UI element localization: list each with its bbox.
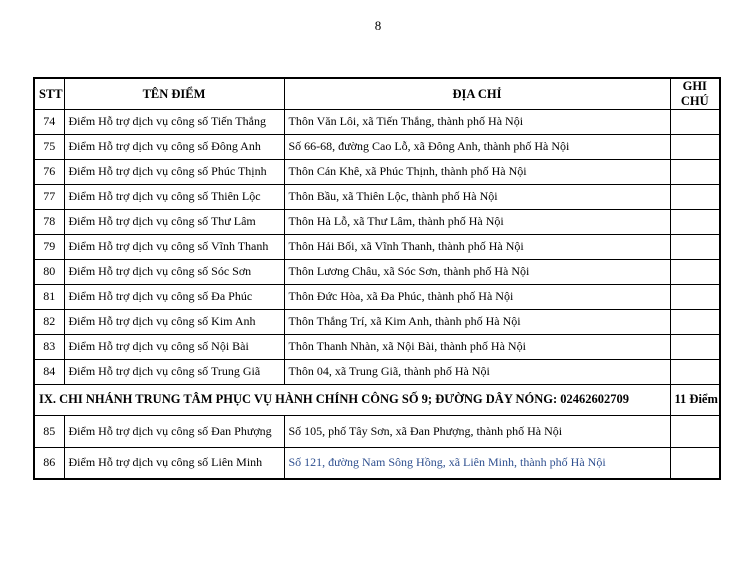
note-cell bbox=[670, 334, 720, 359]
row-number: 77 bbox=[34, 184, 64, 209]
note-cell bbox=[670, 184, 720, 209]
header-ten-diem: TÊN ĐIỂM bbox=[64, 78, 284, 109]
row-number: 76 bbox=[34, 159, 64, 184]
point-address: Số 66-68, đường Cao Lỗ, xã Đông Anh, thành phố Hà Nội bbox=[284, 134, 670, 159]
table-row bbox=[34, 309, 720, 334]
point-address: Thôn Thanh Nhàn, xã Nội Bài, thành phố Hà Nội bbox=[284, 334, 670, 359]
point-name: Điểm Hỗ trợ dịch vụ công số Vĩnh Thanh bbox=[64, 234, 284, 259]
point-address: Thôn Lương Châu, xã Sóc Sơn, thành phố Hà Nội bbox=[284, 259, 670, 284]
header-dia-chi: ĐỊA CHỈ bbox=[284, 78, 670, 109]
note-cell bbox=[670, 447, 720, 479]
table-row bbox=[34, 415, 720, 447]
row-number: 82 bbox=[34, 309, 64, 334]
point-name: Điểm Hỗ trợ dịch vụ công số Kim Anh bbox=[64, 309, 284, 334]
note-cell bbox=[670, 109, 720, 134]
row-number: 80 bbox=[34, 259, 64, 284]
point-name: Điểm Hỗ trợ dịch vụ công số Thiên Lộc bbox=[64, 184, 284, 209]
note-cell bbox=[670, 309, 720, 334]
table-row bbox=[34, 234, 720, 259]
row-number: 81 bbox=[34, 284, 64, 309]
section-point-count: 11 Điểm bbox=[670, 384, 720, 415]
note-cell bbox=[670, 359, 720, 384]
header-stt: STT bbox=[34, 78, 64, 109]
point-name: Điểm Hỗ trợ dịch vụ công số Đa Phúc bbox=[64, 284, 284, 309]
table-row bbox=[34, 184, 720, 209]
point-address: Thôn Cán Khê, xã Phúc Thịnh, thành phố Hà Nội bbox=[284, 159, 670, 184]
point-address: Thôn Thắng Trí, xã Kim Anh, thành phố Hà Nội bbox=[284, 309, 670, 334]
note-cell bbox=[670, 234, 720, 259]
row-number: 84 bbox=[34, 359, 64, 384]
point-address: Thôn Văn Lôi, xã Tiến Thắng, thành phố Hà Nội bbox=[284, 109, 670, 134]
note-cell bbox=[670, 284, 720, 309]
row-number: 74 bbox=[34, 109, 64, 134]
row-number: 78 bbox=[34, 209, 64, 234]
point-address: Thôn 04, xã Trung Giã, thành phố Hà Nội bbox=[284, 359, 670, 384]
support-points-table bbox=[33, 77, 721, 480]
point-name: Điểm Hỗ trợ dịch vụ công số Đan Phượng bbox=[64, 415, 284, 447]
table-row bbox=[34, 447, 720, 479]
point-address: Thôn Đức Hòa, xã Đa Phúc, thành phố Hà Nội bbox=[284, 284, 670, 309]
row-number: 75 bbox=[34, 134, 64, 159]
note-cell bbox=[670, 259, 720, 284]
note-cell bbox=[670, 209, 720, 234]
section-title: IX. CHI NHÁNH TRUNG TÂM PHỤC VỤ HÀNH CHÍNH CÔNG SỐ 9; ĐƯỜNG DÂY NÓNG: 02462602709 bbox=[34, 384, 670, 415]
table-row bbox=[34, 159, 720, 184]
point-name: Điểm Hỗ trợ dịch vụ công số Thư Lâm bbox=[64, 209, 284, 234]
point-address: Thôn Hà Lỗ, xã Thư Lâm, thành phố Hà Nội bbox=[284, 209, 670, 234]
point-address: Thôn Bầu, xã Thiên Lộc, thành phố Hà Nội bbox=[284, 184, 670, 209]
table-row bbox=[34, 359, 720, 384]
page-number: 8 bbox=[374, 18, 382, 33]
row-number: 79 bbox=[34, 234, 64, 259]
table-row bbox=[34, 209, 720, 234]
row-number: 83 bbox=[34, 334, 64, 359]
table-row bbox=[34, 334, 720, 359]
row-number: 85 bbox=[34, 415, 64, 447]
table-header-row bbox=[34, 78, 720, 109]
point-name: Điểm Hỗ trợ dịch vụ công số Nội Bài bbox=[64, 334, 284, 359]
point-name: Điểm Hỗ trợ dịch vụ công số Trung Giã bbox=[64, 359, 284, 384]
point-address: Số 105, phố Tây Sơn, xã Đan Phượng, thành phố Hà Nội bbox=[284, 415, 670, 447]
note-cell bbox=[670, 159, 720, 184]
point-name: Điểm Hỗ trợ dịch vụ công số Sóc Sơn bbox=[64, 259, 284, 284]
row-number: 86 bbox=[34, 447, 64, 479]
table-row bbox=[34, 134, 720, 159]
note-cell bbox=[670, 415, 720, 447]
point-name: Điểm Hỗ trợ dịch vụ công số Liên Minh bbox=[64, 447, 284, 479]
table-row bbox=[34, 284, 720, 309]
point-name: Điểm Hỗ trợ dịch vụ công số Phúc Thịnh bbox=[64, 159, 284, 184]
table-row bbox=[34, 259, 720, 284]
point-address: Thôn Hải Bối, xã Vĩnh Thanh, thành phố Hà Nội bbox=[284, 234, 670, 259]
point-name: Điểm Hỗ trợ dịch vụ công số Tiến Thắng bbox=[64, 109, 284, 134]
point-name: Điểm Hỗ trợ dịch vụ công số Đông Anh bbox=[64, 134, 284, 159]
note-cell bbox=[670, 134, 720, 159]
header-ghi-chu: GHI CHÚ bbox=[670, 78, 720, 109]
point-address-highlighted: Số 121, đường Nam Sông Hồng, xã Liên Minh, thành phố Hà Nội bbox=[284, 447, 670, 479]
table-row bbox=[34, 109, 720, 134]
section-header-row bbox=[34, 384, 720, 415]
